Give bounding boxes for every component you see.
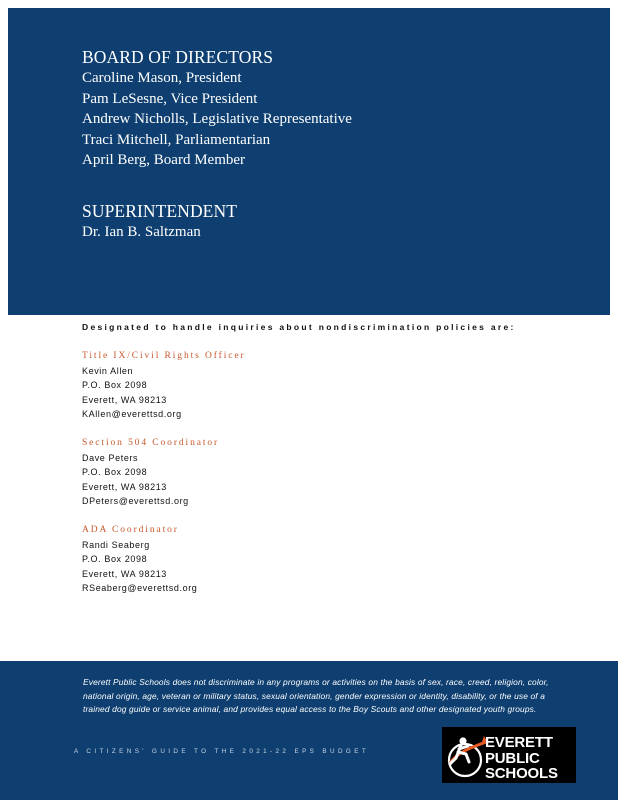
contact-po-box: P.O. Box 2098 xyxy=(82,467,148,478)
contact-name: Dave Peters xyxy=(82,452,139,463)
board-heading: BOARD OF DIRECTORS xyxy=(82,47,274,67)
contact-role: ADA Coordinator xyxy=(82,525,179,535)
logo-line-public: PUBLIC xyxy=(485,750,540,767)
contact-email[interactable]: RSeaberg@everettsd.org xyxy=(82,583,198,594)
superintendent-heading: SUPERINTENDENT xyxy=(82,201,238,221)
contact-city: Everett, WA 98213 xyxy=(82,568,167,579)
footer-caption: A CITIZENS' GUIDE TO THE 2021-22 EPS BUDGET xyxy=(74,748,370,755)
contact-po-box: P.O. Box 2098 xyxy=(82,554,148,565)
superintendent-name: Dr. Ian B. Saltzman xyxy=(82,224,201,240)
board-member-vice-president: Pam LeSesne, Vice President xyxy=(82,90,258,107)
contact-name: Randi Seaberg xyxy=(82,539,150,550)
contact-city: Everett, WA 98213 xyxy=(82,394,167,405)
logo-line-schools: SCHOOLS xyxy=(485,765,558,782)
contact-email[interactable]: DPeters@everettsd.org xyxy=(82,496,189,507)
contact-name: Kevin Allen xyxy=(82,365,134,376)
board-member-legislative-rep: Andrew Nicholls, Legislative Representative xyxy=(82,111,352,127)
contact-role: Title IX/Civil Rights Officer xyxy=(82,351,246,361)
board-member-parliamentarian: Traci Mitchell, Parliamentarian xyxy=(82,131,271,148)
logo-line-everett: EVERETT xyxy=(485,734,553,751)
contact-email[interactable]: KAllen@everettsd.org xyxy=(82,409,182,420)
contact-section-504 xyxy=(82,436,219,509)
contact-po-box: P.O. Box 2098 xyxy=(82,380,148,391)
designated-intro: Designated to handle inquiries about nondiscrimination policies are: xyxy=(82,322,516,332)
board-of-directors xyxy=(82,46,352,171)
superintendent-section xyxy=(82,200,237,243)
nondiscrimination-statement: Everett Public Schools does not discriminate in any programs or activities on the basis of sex, race, creed, religion, color, national origin, age, veteran or military status, sexual orientation, gender expression or identity, disability, or the use of a trained dog guide or service animal, and provides equal access to the Boy Scouts and other designated youth groups. xyxy=(83,677,549,715)
contact-city: Everett, WA 98213 xyxy=(82,481,167,492)
everett-public-schools-logo xyxy=(442,727,576,783)
contact-ada xyxy=(82,523,197,596)
board-member-president: Caroline Mason, President xyxy=(82,70,242,86)
runner-emblem-icon xyxy=(444,730,488,780)
contact-title-ix xyxy=(82,349,246,422)
contact-role: Section 504 Coordinator xyxy=(82,438,220,448)
board-member: April Berg, Board Member xyxy=(82,152,246,168)
